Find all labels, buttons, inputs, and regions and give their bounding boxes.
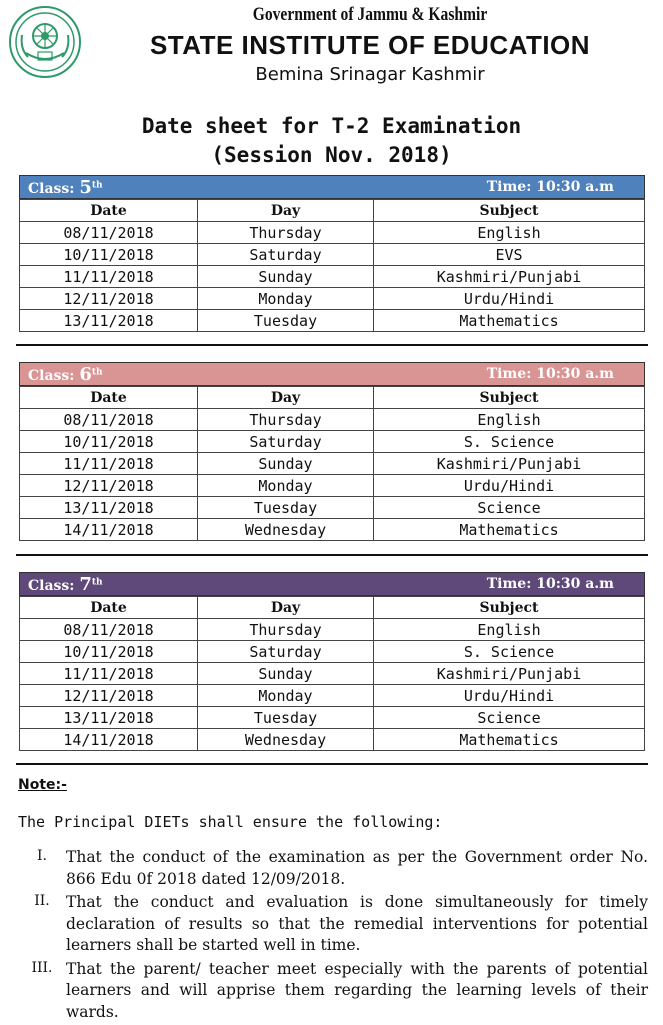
- date-cell: 08/11/2018: [20, 222, 198, 244]
- note-heading: Note:-: [18, 777, 67, 793]
- day-cell: Tuesday: [198, 497, 374, 519]
- day-cell: Monday: [198, 475, 374, 497]
- table-row: [20, 497, 645, 519]
- note-text: That the conduct and evaluation is done simultaneously for timely declaration of results so that the remedial interventions for potential learners shall be started well in time.: [66, 893, 648, 954]
- column-header: Date: [20, 597, 198, 619]
- day-cell: Monday: [198, 288, 374, 310]
- column-header: Day: [198, 597, 374, 619]
- subject-cell: Urdu/Hindi: [374, 288, 645, 310]
- date-cell: 11/11/2018: [20, 663, 198, 685]
- note-item: [18, 959, 648, 1024]
- subject-cell: S. Science: [374, 431, 645, 453]
- date-sheet-table: [19, 386, 645, 541]
- note-number: I.: [37, 848, 47, 864]
- day-cell: Wednesday: [198, 519, 374, 541]
- subject-cell: Mathematics: [374, 729, 645, 751]
- note-list: [18, 847, 648, 1025]
- subject-cell: Mathematics: [374, 310, 645, 332]
- day-cell: Thursday: [198, 409, 374, 431]
- date-cell: 12/11/2018: [20, 685, 198, 707]
- table-row: [20, 685, 645, 707]
- class-band: [19, 175, 645, 199]
- date-cell: 12/11/2018: [20, 288, 198, 310]
- day-cell: Monday: [198, 685, 374, 707]
- subject-cell: Urdu/Hindi: [374, 475, 645, 497]
- date-cell: 13/11/2018: [20, 497, 198, 519]
- exam-time: Time: 10:30 a.m: [486, 179, 614, 195]
- class-label: Class: 5th: [28, 176, 103, 198]
- table-row: [20, 519, 645, 541]
- table-row: [20, 729, 645, 751]
- subject-cell: Science: [374, 497, 645, 519]
- column-header: Day: [198, 387, 374, 409]
- subject-cell: English: [374, 619, 645, 641]
- date-cell: 13/11/2018: [20, 707, 198, 729]
- day-cell: Thursday: [198, 619, 374, 641]
- table-header-row: [20, 387, 645, 409]
- subject-cell: Mathematics: [374, 519, 645, 541]
- class-7-section: [19, 572, 645, 751]
- table-row: [20, 310, 645, 332]
- table-row: [20, 619, 645, 641]
- table-row: [20, 641, 645, 663]
- column-header: Subject: [374, 597, 645, 619]
- exam-time: Time: 10:30 a.m: [486, 576, 614, 592]
- session-subtitle: (Session Nov. 2018): [211, 143, 452, 167]
- day-cell: Sunday: [198, 453, 374, 475]
- note-number: II.: [34, 893, 50, 909]
- exam-time: Time: 10:30 a.m: [486, 366, 614, 382]
- table-row: [20, 707, 645, 729]
- note-item: [18, 892, 648, 957]
- section-divider: [16, 344, 648, 346]
- class-label: Class: 7th: [28, 573, 103, 595]
- date-cell: 08/11/2018: [20, 409, 198, 431]
- date-cell: 10/11/2018: [20, 244, 198, 266]
- date-cell: 10/11/2018: [20, 431, 198, 453]
- day-cell: Saturday: [198, 244, 374, 266]
- table-row: [20, 244, 645, 266]
- date-cell: 10/11/2018: [20, 641, 198, 663]
- column-header: Subject: [374, 387, 645, 409]
- date-cell: 08/11/2018: [20, 619, 198, 641]
- subject-cell: English: [374, 222, 645, 244]
- date-cell: 14/11/2018: [20, 519, 198, 541]
- class-label: Class: 6th: [28, 363, 103, 385]
- note-text: That the conduct of the examination as per the Government order No. 866 Edu 0f 2018 dated 12/09/2018.: [66, 848, 648, 888]
- column-header: Subject: [374, 200, 645, 222]
- day-cell: Saturday: [198, 641, 374, 663]
- class-band: [19, 362, 645, 386]
- class-6-section: [19, 362, 645, 541]
- day-cell: Tuesday: [198, 310, 374, 332]
- date-cell: 13/11/2018: [20, 310, 198, 332]
- page-title: Date sheet for T-2 Examination: [141, 114, 522, 138]
- subject-cell: Kashmiri/Punjabi: [374, 663, 645, 685]
- subject-cell: EVS: [374, 244, 645, 266]
- subject-cell: English: [374, 409, 645, 431]
- class-5-section: [19, 175, 645, 332]
- column-header: Date: [20, 200, 198, 222]
- day-cell: Wednesday: [198, 729, 374, 751]
- column-header: Date: [20, 387, 198, 409]
- table-row: [20, 431, 645, 453]
- subject-cell: Kashmiri/Punjabi: [374, 453, 645, 475]
- date-cell: 11/11/2018: [20, 453, 198, 475]
- note-number: III.: [31, 959, 53, 976]
- government-heading: Government of Jammu & Kashmir: [252, 4, 488, 25]
- table-row: [20, 222, 645, 244]
- table-row: [20, 475, 645, 497]
- table-row: [20, 453, 645, 475]
- table-row: [20, 288, 645, 310]
- date-sheet-table: [19, 596, 645, 751]
- note-text: That the parent/ teacher meet especially with the parents of potential learners and will apprise them regarding the learning levels of their wards.: [66, 959, 648, 1021]
- column-header: Day: [198, 200, 374, 222]
- subject-cell: Urdu/Hindi: [374, 685, 645, 707]
- section-divider: [16, 554, 648, 556]
- institute-name: STATE INSTITUTE OF EDUCATION: [149, 30, 591, 60]
- date-cell: 12/11/2018: [20, 475, 198, 497]
- table-row: [20, 266, 645, 288]
- day-cell: Tuesday: [198, 707, 374, 729]
- note-item: [18, 847, 648, 890]
- class-band: [19, 572, 645, 596]
- subject-cell: Science: [374, 707, 645, 729]
- table-row: [20, 663, 645, 685]
- subject-cell: Kashmiri/Punjabi: [374, 266, 645, 288]
- date-cell: 14/11/2018: [20, 729, 198, 751]
- institute-seal-icon: [8, 5, 82, 79]
- day-cell: Thursday: [198, 222, 374, 244]
- note-intro: The Principal DIETs shall ensure the following:: [18, 813, 443, 831]
- subject-cell: S. Science: [374, 641, 645, 663]
- table-header-row: [20, 597, 645, 619]
- table-header-row: [20, 200, 645, 222]
- institute-location: Bemina Srinagar Kashmir: [255, 64, 485, 85]
- table-row: [20, 409, 645, 431]
- day-cell: Sunday: [198, 266, 374, 288]
- date-sheet-table: [19, 199, 645, 332]
- day-cell: Saturday: [198, 431, 374, 453]
- date-cell: 11/11/2018: [20, 266, 198, 288]
- section-divider: [16, 763, 648, 765]
- day-cell: Sunday: [198, 663, 374, 685]
